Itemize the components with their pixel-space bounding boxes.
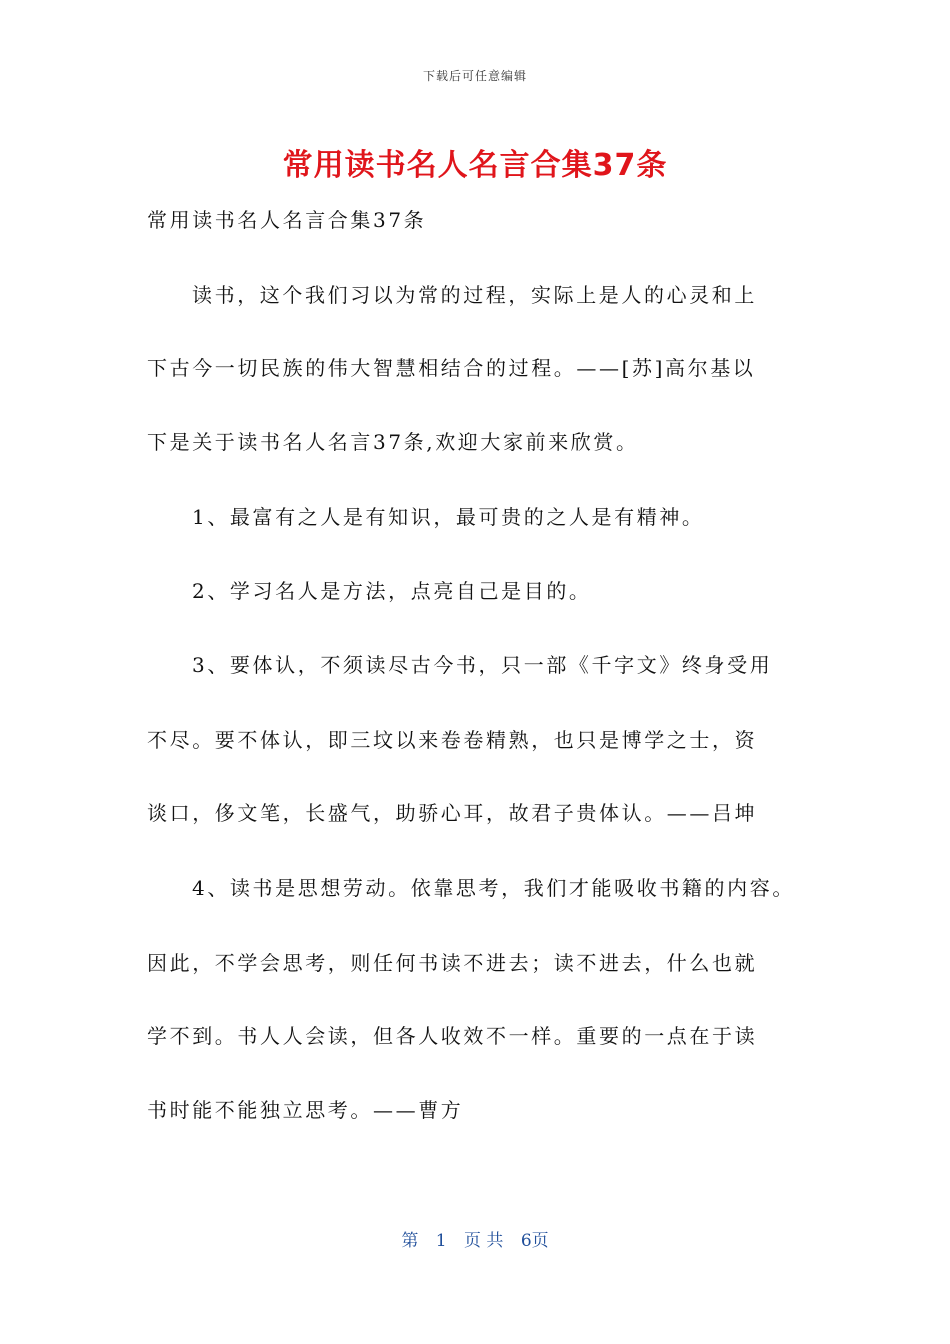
- header-note: 下载后可任意编辑: [422, 69, 527, 83]
- quote-line: 3、要体认，不须读尽古今书，只一部《千字文》终身受用: [192, 653, 773, 677]
- paragraph-line: 下是关于读书名人名言37条,欢迎大家前来欣赏。: [147, 430, 639, 454]
- subtitle-line: 常用读书名人名言合集37条: [147, 208, 427, 232]
- page-footer: [0, 1226, 950, 1251]
- quote-line: 4、读书是思想劳动。依靠思考，我们才能吸收书籍的内容。: [192, 876, 795, 900]
- document-title: 常用读书名人名言合集37条: [282, 148, 668, 183]
- footer-total-pages: 6页: [520, 1231, 549, 1251]
- quote-line: 因此，不学会思考，则任何书读不进去；读不进去，什么也就: [147, 951, 758, 975]
- footer-mid: 页 共: [464, 1231, 504, 1251]
- quote-line: 2、学习名人是方法，点亮自己是目的。: [192, 579, 592, 603]
- quote-line: 1、最富有之人是有知识，最可贵的之人是有精神。: [192, 505, 705, 529]
- quote-line: 谈口，侈文笔，长盛气，助骄心耳，故君子贵体认。——吕坤: [147, 801, 758, 825]
- footer-prefix: 第: [401, 1231, 419, 1251]
- paragraph-line: 下古今一切民族的伟大智慧相结合的过程。——[苏]高尔基以: [147, 356, 756, 380]
- quote-line: 学不到。书人人会读，但各人收效不一样。重要的一点在于读: [147, 1024, 758, 1048]
- paragraph-line: 读书，这个我们习以为常的过程，实际上是人的心灵和上: [192, 283, 757, 307]
- quote-line: 书时能不能独立思考。——曹方: [147, 1098, 464, 1122]
- footer-current-page: 1: [435, 1231, 447, 1251]
- quote-line: 不尽。要不体认，即三坟以来卷卷精熟，也只是博学之士，资: [147, 728, 758, 752]
